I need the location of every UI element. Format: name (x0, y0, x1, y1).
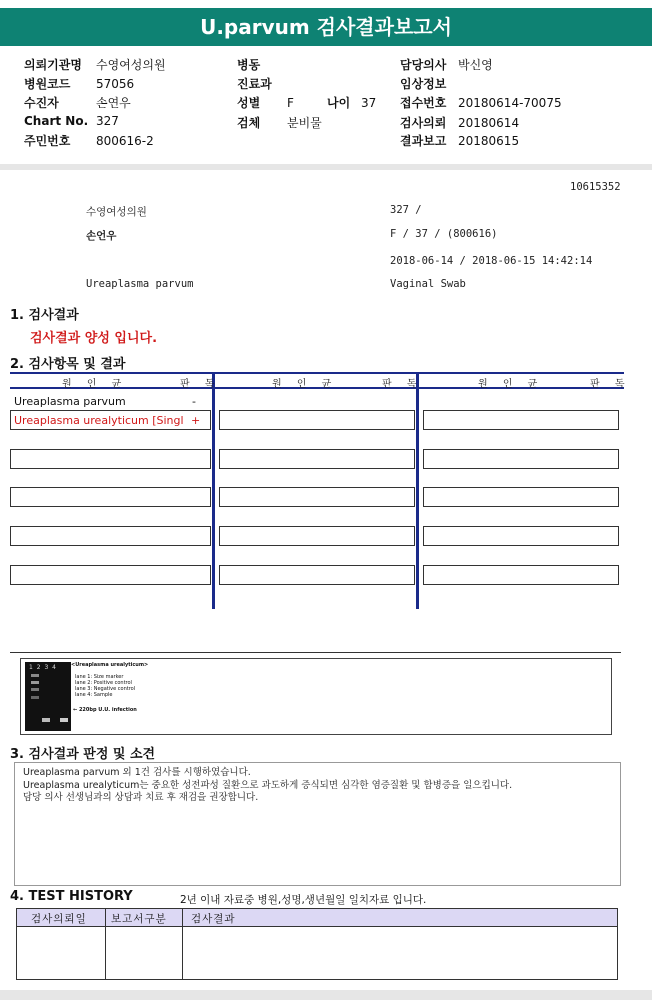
gel-picture (25, 662, 71, 731)
header-hospital-code: 병원코드 57056 (24, 77, 135, 91)
col-header-organism: 원 인 균 (62, 379, 128, 390)
header-doctor: 담당의사 박신영 (400, 58, 493, 72)
result-cell (10, 526, 211, 546)
gel-lane4-label: lane 4: Sample (75, 692, 113, 698)
result-cell (219, 526, 415, 546)
result-cell (423, 487, 619, 507)
header-dept: 진료과 (237, 77, 272, 91)
header-patient: 수진자 손연우 (24, 96, 131, 110)
header-age: 나이 37 (327, 96, 377, 110)
opinion-box (14, 762, 621, 886)
header-receipt-no: 접수번호 20180614-70075 (400, 96, 562, 110)
organism-result: + (191, 414, 201, 427)
gel-lane-numbers: 1 2 3 4 (29, 664, 57, 671)
report-title: U.parvum 검사결과보고서 (0, 8, 652, 46)
result-cell (423, 410, 619, 430)
header-clinical: 임상정보 (400, 77, 447, 91)
col-header-judgment: 판 독 (180, 379, 221, 390)
summary-sex-age-dob: F / 37 / (800616) (390, 228, 498, 240)
section1-title: 1. 검사결과 (10, 308, 79, 323)
result-cell (423, 526, 619, 546)
section-divider (0, 164, 652, 170)
divider-line (10, 652, 621, 653)
history-col-request-date: 검사의뢰일 (31, 913, 87, 925)
footer-bar (0, 990, 652, 1000)
summary-patient: 손언우 (86, 230, 117, 242)
summary-chart: 327 / (390, 204, 422, 216)
history-table (16, 908, 618, 980)
history-note: 2년 이내 자료중 병원,성명,생년월일 일치자료 입니다. (180, 894, 427, 906)
grid-col-divider (212, 373, 215, 609)
gel-band-text: 220bp U.U. infection (78, 707, 137, 713)
gel-lane2-label: lane 2: Positive control (75, 680, 132, 686)
grid-top-line (10, 372, 624, 374)
result-cell (219, 487, 415, 507)
section4-title: 4. TEST HISTORY (10, 889, 133, 904)
result-cell (10, 449, 211, 469)
history-col-divider (105, 909, 106, 979)
col-header-organism: 원 인 균 (478, 379, 544, 390)
result-cell (219, 449, 415, 469)
opinion-line: 담당 의사 선생님과의 상담과 치료 후 재검을 권장합니다. (23, 792, 259, 803)
header-chart-no: Chart No. 327 (24, 114, 119, 128)
col-header-judgment: 판 독 (590, 379, 631, 390)
gel-lane1-label: lane 1: Size marker (75, 674, 124, 680)
history-col-result: 검사결과 (191, 913, 236, 925)
gel-electrophoresis-image (20, 658, 612, 735)
section3-title: 3. 검사결과 판정 및 소견 (10, 747, 156, 762)
organism-name: Ureaplasma urealyticum [Singl (14, 414, 184, 427)
organism-name: Ureaplasma parvum (14, 395, 126, 408)
size-marker-lane (31, 674, 39, 724)
header-specimen: 검체 분비물 (237, 116, 322, 130)
result-cell (423, 449, 619, 469)
result-cell (423, 565, 619, 585)
header-resident-no: 주민번호 800616-2 (24, 134, 154, 148)
history-table-header (17, 909, 617, 927)
report-id: 10615352 (570, 181, 621, 193)
gel-caption-title: <Ureaplasma urealyticum> (71, 662, 149, 668)
history-col-divider (182, 909, 183, 979)
history-col-report-type: 보고서구분 (111, 913, 167, 925)
col-header-organism: 원 인 균 (272, 379, 338, 390)
gel-lane3-label: lane 3: Negative control (75, 686, 136, 692)
summary-specimen: Vaginal Swab (390, 278, 466, 290)
summary-dates: 2018-06-14 / 2018-06-15 14:42:14 (390, 255, 593, 267)
header-report-date: 결과보고 20180615 (400, 134, 520, 148)
header-ward: 병동 (237, 58, 261, 72)
result-positive-text: 검사결과 양성 입니다. (30, 331, 158, 346)
result-cell (10, 487, 211, 507)
col-header-judgment: 판 독 (382, 379, 423, 390)
gel-band (60, 718, 68, 722)
result-cell (219, 410, 415, 430)
grid-col-divider (416, 373, 419, 609)
gel-band-label: ← 220bp U.U. infection (73, 707, 137, 713)
result-cell (219, 565, 415, 585)
result-cell (10, 565, 211, 585)
opinion-line: Ureaplasma parvum 외 1건 검사를 시행하였습니다. (23, 767, 251, 778)
summary-test-name: Ureaplasma parvum (86, 278, 194, 290)
section2-title: 2. 검사항목 및 결과 (10, 357, 126, 372)
summary-institution: 수영여성의원 (86, 206, 147, 218)
header-request-date: 검사의뢰 20180614 (400, 116, 520, 130)
header-institution: 의뢰기관명 수영여성의원 (24, 58, 166, 72)
header-sex: 성별 F (237, 96, 294, 110)
opinion-line: Ureaplasma urealyticum는 중요한 성전파성 질환으로 과도하게 증식되면 심각한 염증질환 및 합병증을 일으킵니다. (23, 779, 513, 791)
organism-result: - (192, 395, 196, 408)
gel-band (42, 718, 50, 722)
